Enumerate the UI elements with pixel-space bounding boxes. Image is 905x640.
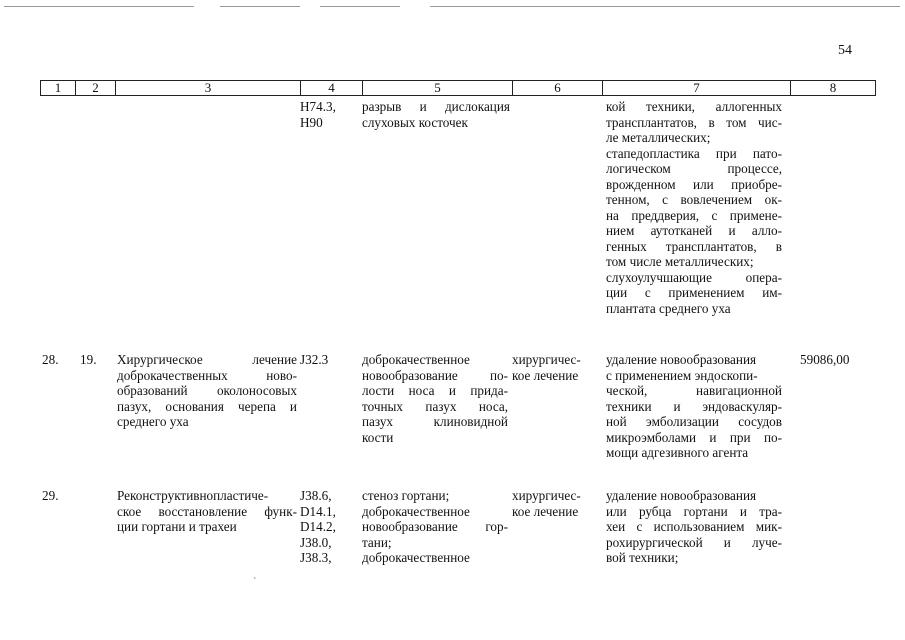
name-line: пазух, основания черепа и — [117, 398, 297, 414]
code-line: J38.6, — [300, 488, 332, 503]
name-line: среднего уха — [117, 414, 189, 429]
header-cell: 2 — [75, 81, 115, 95]
diagnosis-line: стеноз гортани; — [362, 488, 450, 503]
name-line: образований околоносовых — [117, 383, 297, 398]
diagnosis-line: доброкачественное — [362, 550, 470, 565]
method-line: тенном, с вовлечением ок- — [606, 192, 782, 207]
diagnosis — [362, 352, 508, 445]
method-line: с применением эндоскопи- — [606, 367, 758, 383]
code-line: J38.3, — [300, 550, 332, 565]
method-line: логическом процессе, — [606, 161, 782, 176]
header-cell: 5 — [362, 81, 512, 95]
diagnosis-line: кости — [362, 429, 394, 445]
diagnosis-line: разрыв и дислокация — [362, 99, 510, 114]
treatment-line: кое лечение — [512, 367, 579, 383]
method-line: ле металлических; — [606, 130, 711, 145]
table-header-row — [40, 80, 876, 96]
diagnosis-line: пазух клиновидной — [362, 414, 508, 429]
method-line: техники и эндоваскуляр- — [606, 398, 782, 414]
name-line: Хирургическое лечение — [117, 352, 297, 367]
icd-codes — [300, 488, 336, 566]
method-line: ческой, навигационной — [606, 383, 782, 398]
treatment-line: хирургичес- — [512, 352, 581, 367]
method-line: рохирургической и луче- — [606, 534, 782, 550]
code-line: H74.3, — [300, 99, 336, 114]
method-line: плантата среднего уха — [606, 300, 731, 316]
code-line: D14.1, — [300, 503, 336, 519]
diagnosis-line: доброкачественное — [362, 352, 470, 367]
method-line: трансплантатов, в том чис- — [606, 114, 782, 130]
method-line: на преддверия, с примене- — [606, 207, 782, 223]
diagnosis-line: доброкачественное — [362, 503, 470, 519]
header-cell: 6 — [512, 81, 602, 95]
method-line: вой техники; — [606, 550, 679, 565]
header-cell: 1 — [54, 80, 62, 95]
treatment-line: кое лечение — [512, 503, 579, 519]
code-line: D14.2, — [300, 519, 336, 534]
scan-artifact-line — [430, 6, 900, 7]
code-line: H90 — [300, 114, 323, 130]
treatment-type — [512, 488, 581, 519]
code-line: J38.0, — [300, 534, 332, 550]
method-line: или рубца гортани и тра- — [606, 503, 782, 519]
page-number: 54 — [838, 43, 852, 58]
treatment-methods — [606, 352, 782, 461]
method-line: мощи адгезивного агента — [606, 445, 749, 460]
row-subnumber: 19. — [80, 352, 97, 367]
diagnosis-line: новообразование по- — [362, 367, 508, 383]
method-line: нием аутотканей и алло- — [606, 223, 782, 238]
name-line: доброкачественных ново- — [117, 367, 297, 383]
method-line: удаление новообразования — [606, 488, 757, 503]
procedure-name — [117, 488, 297, 535]
method-line: врожденном или приобре- — [606, 176, 782, 192]
header-cell: 4 — [300, 81, 362, 95]
continuation-methods — [606, 99, 782, 316]
header-cell: 3 — [115, 81, 300, 95]
continuation-codes — [300, 99, 336, 130]
header-cell: 7 — [602, 81, 790, 95]
diagnosis — [362, 488, 508, 566]
diagnosis-line: лости носа и прида- — [362, 383, 508, 398]
method-line: генных трансплантатов, в — [606, 238, 782, 254]
method-line: хеи с использованием мик- — [606, 519, 782, 534]
scan-artifact-line — [220, 6, 300, 7]
method-line: ции с применением им- — [606, 285, 782, 300]
cost: 59086,00 — [800, 352, 850, 367]
scan-speck: ˋ — [253, 577, 257, 588]
header-cell: 8 — [790, 81, 875, 95]
diagnosis-line: точных пазух носа, — [362, 398, 508, 414]
name-line: ское восстановление функ- — [117, 503, 297, 519]
icd-codes — [300, 352, 328, 368]
method-line: слухоулучшающие опера- — [606, 269, 782, 285]
continuation-diagnosis — [362, 99, 510, 130]
procedure-name — [117, 352, 297, 430]
name-line: ции гортани и трахеи — [117, 519, 237, 534]
diagnosis-line: тани; — [362, 534, 392, 550]
name-line: Реконструктивнопластиче- — [117, 488, 269, 503]
method-line: кой техники, аллогенных — [606, 99, 782, 114]
method-line: том числе металлических; — [606, 254, 754, 269]
row-number: 29. — [42, 488, 59, 503]
method-line: удаление новообразования — [606, 352, 757, 367]
treatment-line: хирургичес- — [512, 488, 581, 503]
method-line: микроэмболами и при по- — [606, 429, 782, 445]
row-number: 28. — [42, 352, 59, 367]
treatment-methods — [606, 488, 782, 566]
diagnosis-line: новообразование гор- — [362, 519, 508, 534]
code-line: J32.3 — [300, 352, 329, 367]
diagnosis-line: слуховых косточек — [362, 114, 468, 130]
scan-artifact-line — [4, 6, 194, 7]
method-line: ной эмболизации сосудов — [606, 414, 782, 429]
treatment-type — [512, 352, 581, 383]
scan-artifact-line — [320, 6, 400, 7]
method-line: стапедопластика при пато- — [606, 145, 782, 161]
